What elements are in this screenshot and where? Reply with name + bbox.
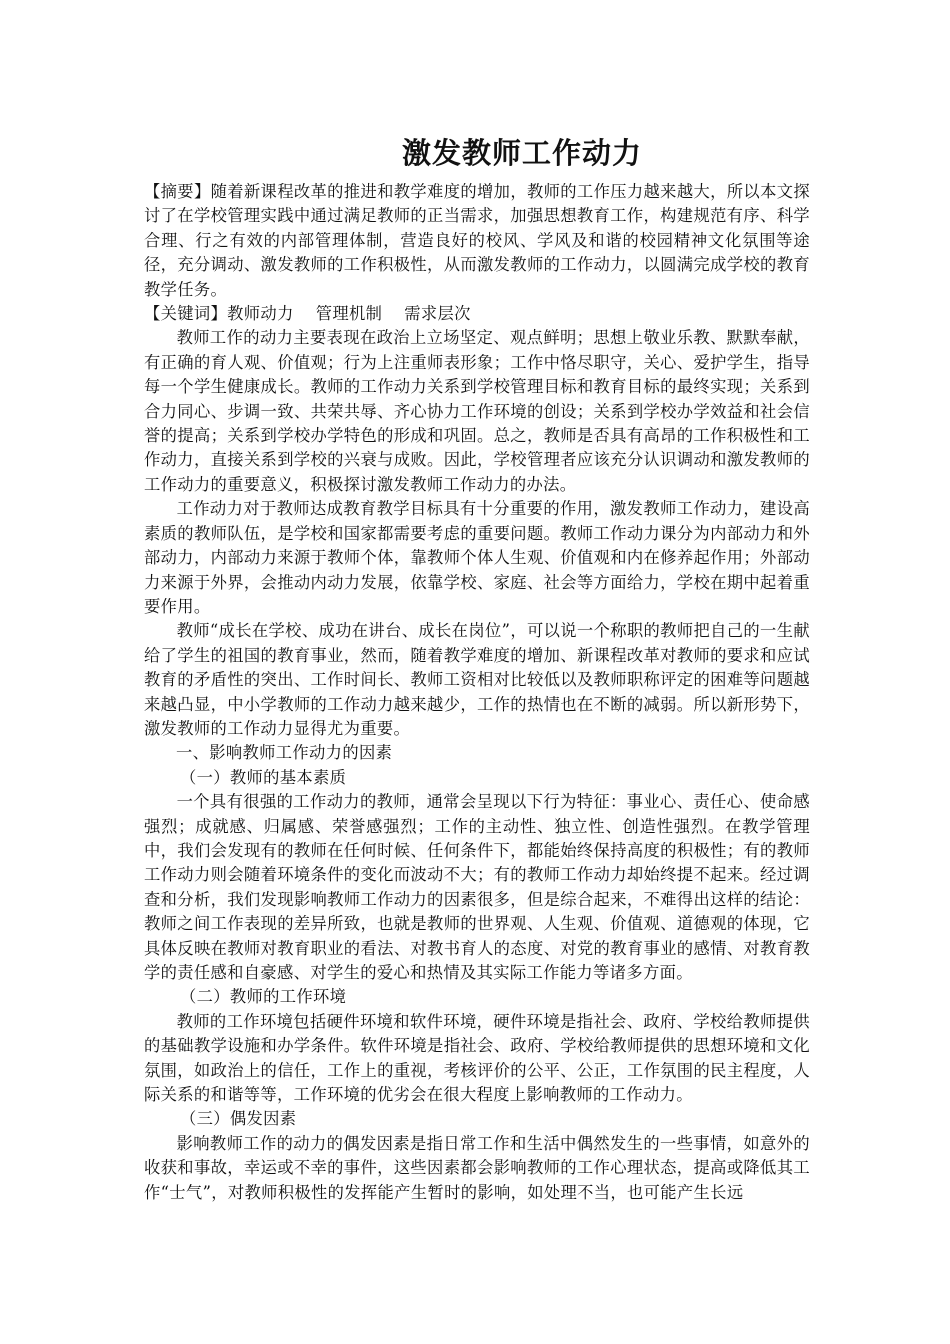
- keywords-label: 【关键词】: [144, 304, 228, 324]
- subsection-heading: （一）教师的基本素质: [180, 767, 347, 787]
- body-paragraph: 教师工作的动力主要表现在政治上立场坚定、观点鲜明；思想上敬业乐教、默默奉献，有正确的育人观、价值观；行为上注重师表形象；工作中恪尽职守，关心、爱护学生，指导每一个学生健康成长。教师的工作动力关系到学校管理目标和教育目标的最终实现；关系到合力同心、步调一致、共荣共辱、齐心协力工作环境的创设；关系到学校办学效益和社会信誉的提高；关系到学校办学特色的形成和巩固。总之，教师是否具有高昂的工作积极性和工作动力，直接关系到学校的兴衰与成败。因此，学校管理者应该充分认识调动和激发教师的工作动力的重要意义，积极探讨激发教师工作动力的办法。: [144, 328, 810, 494]
- body-paragraph: 工作动力对于教师达成教育教学目标具有十分重要的作用，激发教师工作动力，建设高素质的教师队伍，是学校和国家都需要考虑的重要问题。教师工作动力课分为内部动力和外部动力，内部动力来源于教师个体，靠教师个体人生观、价值观和内在修养起作用；外部动力来源于外界，会推动内动力发展，依靠学校、家庭、社会等方面给力，学校在期中起着重要作用。: [144, 499, 810, 616]
- body-paragraph: 影响教师工作的动力的偶发因素是指日常工作和生活中偶然发生的一些事情，如意外的收获和事故，幸运或不幸的事件，这些因素都会影响教师的工作心理状态，提高或降低其工作“士气”，对教师积极性的发挥能产生暂时的影响，如处理不当，也可能产生长远: [144, 1133, 810, 1202]
- keyword-item: 教师动力: [227, 304, 294, 324]
- body-paragraph: 教师的工作环境包括硬件环境和软件环境，硬件环境是指社会、政府、学校给教师提供的基础教学设施和办学条件。软件环境是指社会、政府、学校给教师提供的思想环境和文化氛围，如政治上的信任，工作上的重视，考核评价的公平、公正，工作氛围的民主程度，人际关系的和谐等等，工作环境的优劣会在很大程度上影响教师的工作动力。: [144, 1011, 810, 1105]
- keyword-item: 管理机制: [315, 304, 383, 324]
- document-title: 激发教师工作动力: [401, 136, 642, 170]
- document-page: [144, 128, 810, 1205]
- abstract-text: 随着新课程改革的推进和教学难度的增加，教师的工作压力越来越大，所以本文探讨了在学校管理实践中通过满足教师的正当需求，加强思想教育工作，构建规范有序、科学合理、行之有效的内部管理体制，营造良好的校风、学风及和谐的校园精神文化氛围等途径，充分调动、激发教师的工作积极性，从而激发教师的工作动力，以圆满完成学校的教育教学任务。: [144, 182, 810, 299]
- keywords-line: [144, 302, 810, 326]
- section-heading: 一、影响教师工作动力的因素: [176, 743, 393, 763]
- body-paragraph: 教师“成长在学校、成功在讲台、成长在岗位”，可以说一个称职的教师把自己的一生献给了学生的祖国的教育事业，然而，随着教学难度的增加、新课程改革对教师的要求和应试教育的矛盾性的突出、工作时间长、教师工资相对比较低以及教师职称评定的困难等问题越来越凸显，中小学教师的工作动力越来越少，工作的热情也在不断的减弱。所以新形势下，激发教师的工作动力显得尤为重要。: [144, 621, 810, 738]
- subsection-heading: （二）教师的工作环境: [180, 987, 347, 1007]
- keyword-item: 需求层次: [404, 304, 471, 324]
- abstract-label: 【摘要】: [144, 182, 211, 201]
- body-paragraph: 一个具有很强的工作动力的教师，通常会呈现以下行为特征：事业心、责任心、使命感强烈；成就感、归属感、荣誉感强烈；工作的主动性、独立性、创造性强烈。在教学管理中，我们会发现有的教师在任何时候、任何条件下，都能始终保持高度的积极性；有的教师工作动力则会随着环境条件的变化而波动不大；有的教师工作动力却始终提不起来。经过调查和分析，我们发现影响教师工作动力的因素很多，但是综合起来，不难得出这样的结论：教师之间工作表现的差异所致，也就是教师的世界观、人生观、价值观、道德观的体现，它具体反映在教师对教育职业的看法、对教书育人的态度、对党的教育事业的感情、对教育教学的责任感和自豪感、对学生的爱心和热情及其实际工作能力等诸多方面。: [144, 792, 810, 982]
- subsection-heading: （三）偶发因素: [180, 1109, 297, 1129]
- abstract-paragraph: [144, 180, 810, 302]
